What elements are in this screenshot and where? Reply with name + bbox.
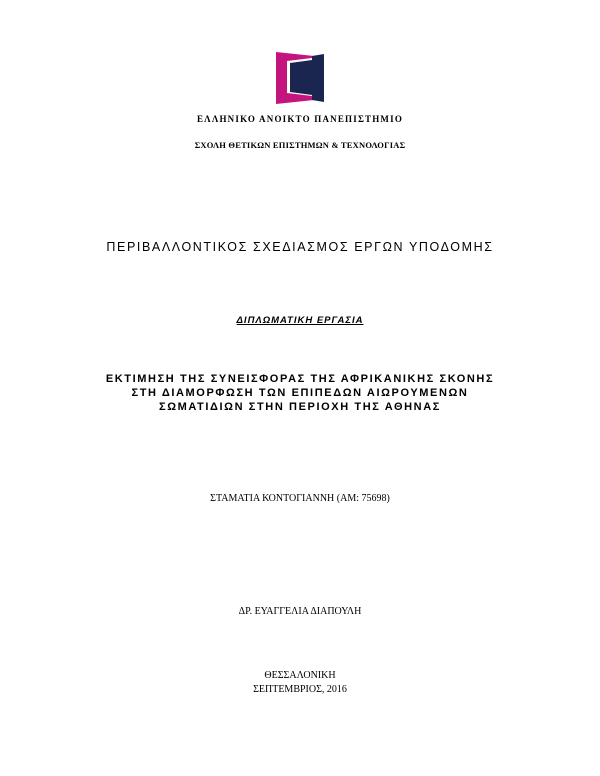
thesis-title [0,372,600,414]
supervisor-name: ΔΡ. ΕΥΑΓΓΕΛΙΑ ΔΙΑΠΟΥΛΗ [238,606,362,617]
university-name: ΕΛΛΗΝΙΚΟ ΑΝΟΙΚΤΟ ΠΑΝΕΠΙΣΤΗΜΙΟ [196,114,404,124]
title-line: ΕΚΤΙΜΗΣΗ ΤΗΣ ΣΥΝΕΙΣΦΟΡΑΣ ΤΗΣ ΑΦΡΙΚΑΝΙΚΗΣ ΣΚΟΝΗΣ [105,373,495,385]
date: ΣΕΠΤΕΜΒΡΙΟΣ, 2016 [253,684,347,695]
school-name: ΣΧΟΛΗ ΘΕΤΙΚΩΝ ΕΠΙΣΤΗΜΩΝ & ΤΕΧΝΟΛΟΓΙΑΣ [194,140,406,150]
title-line: ΣΤΗ ΔΙΑΜΟΡΦΩΣΗ ΤΩΝ ΕΠΙΠΕΔΩΝ ΑΙΩΡΟΥΜΕΝΩΝ [131,387,469,399]
program-name: ΠΕΡΙΒΑΛΛΟΝΤΙΚΟΣ ΣΧΕΔΙΑΣΜΟΣ ΕΡΓΩΝ ΥΠΟΔΟΜΗΣ [106,240,494,254]
city: ΘΕΣΣΑΛΟΝΙΚΗ [264,670,336,681]
author-name: ΣΤΑΜΑΤΙΑ ΚΟΝΤΟΓΙΑΝΝΗ (ΑΜ: 75698) [210,493,390,504]
title-line: ΣΩΜΑΤΙΔΙΩΝ ΣΤΗΝ ΠΕΡΙΟΧΗ ΤΗΣ ΑΘΗΝΑΣ [159,401,441,413]
university-logo-icon [276,52,324,104]
thesis-type: ΔΙΠΛΩΜΑΤΙΚΗ ΕΡΓΑΣΙΑ [236,315,364,326]
